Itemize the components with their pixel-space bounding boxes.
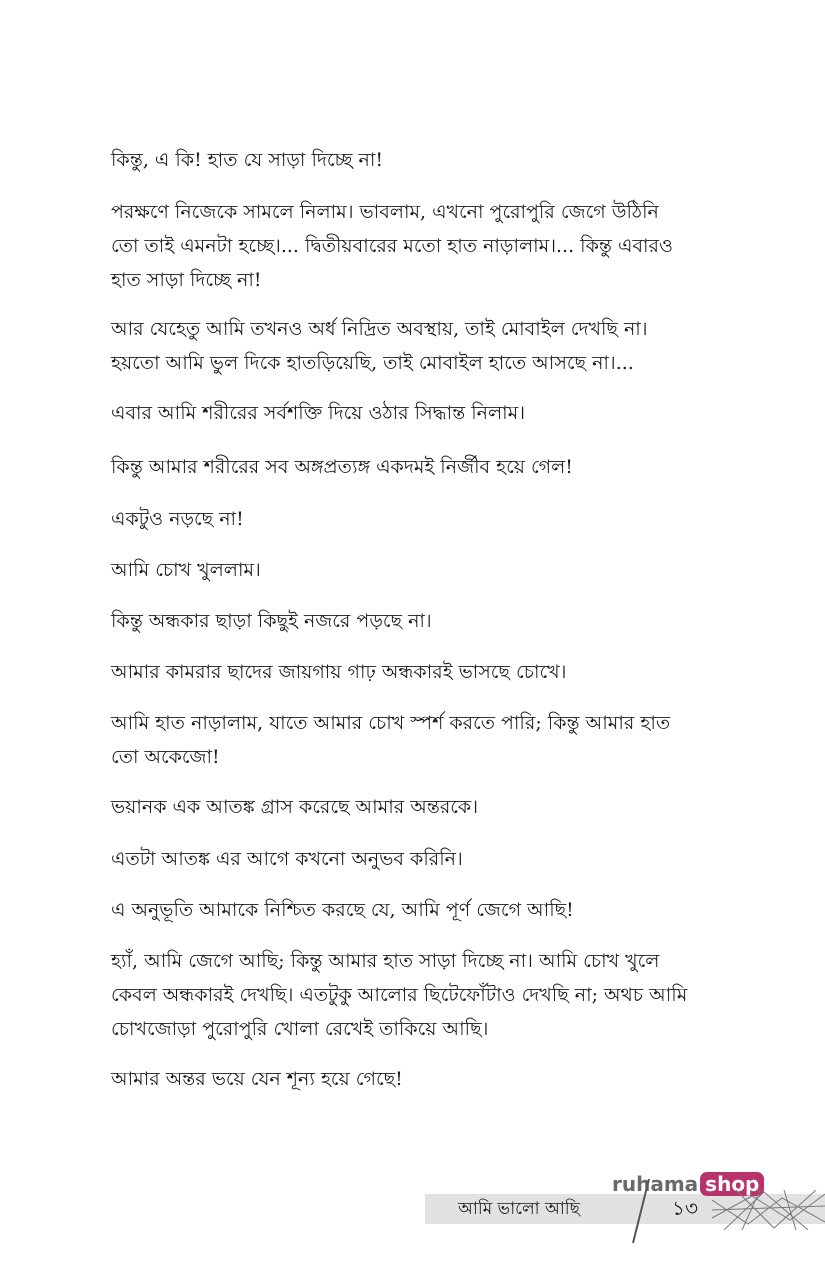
paragraph (111, 396, 716, 430)
paragraph (111, 655, 716, 689)
paragraph (111, 553, 716, 587)
text-line: এতটা আতঙ্ক এর আগে কখনো অনুভব করিনি। (111, 848, 463, 870)
logo-brand-text: ruhama (612, 1172, 699, 1196)
paragraph (111, 143, 716, 177)
geometric-pattern-icon (712, 1190, 825, 1230)
text-line: কিন্তু অন্ধকার ছাড়া কিছুই নজরে পড়ছে না। (111, 610, 432, 632)
logo-shop-badge: shop (700, 1172, 764, 1196)
text-line: হয়তো আমি ভুল দিকে হাতড়িয়েছি, তাই মোবাইল হাতে আসছে না।... (111, 352, 634, 374)
paragraph (111, 502, 716, 536)
book-title: আমি ভালো আছি (458, 1199, 580, 1219)
paragraph (111, 842, 716, 876)
text-line: এবার আমি শরীরের সর্বশক্তি দিয়ে ওঠার সিদ্ধান্ত নিলাম। (111, 402, 525, 424)
text-line: এ অনুভূতি আমাকে নিশ্চিত করছে যে, আমি পূর্ণ জেগে আছি! (111, 899, 574, 921)
text-line: ভয়ানক এক আতঙ্ক গ্রাস করেছে আমার অন্তরকে। (111, 796, 478, 818)
text-line: কেবল অন্ধকারই দেখছি। এতটুকু আলোর ছিটেফোঁটাও দেখছি না; অথচ আমি (111, 984, 688, 1006)
text-line: চোখজোড়া পুরোপুরি খোলা রেখেই তাকিয়ে আছি। (111, 1018, 489, 1040)
text-line: আমার কামরার ছাদের জায়গায় গাঢ় অন্ধকারই ভাসছে চোখে। (111, 661, 567, 683)
paragraph (111, 195, 716, 297)
page-number: ১৩ (672, 1196, 698, 1220)
text-line: কিন্তু, এ কি! হাত যে সাড়া দিচ্ছে না! (111, 149, 384, 171)
paragraph (111, 604, 716, 638)
paragraph (111, 450, 716, 484)
text-line: আমি হাত নাড়ালাম, যাতে আমার চোখ স্পর্শ করতে পারি; কিন্তু আমার হাত (111, 712, 671, 734)
text-line: পরক্ষণে নিজেকে সামলে নিলাম। ভাবলাম, এখনো পুরোপুরি জেগে উঠিনি (111, 201, 659, 223)
paragraph (111, 706, 716, 774)
paragraph (111, 790, 716, 824)
text-line: একটুও নড়ছে না! (111, 508, 244, 530)
paragraph (111, 893, 716, 927)
text-line: হ্যাঁ, আমি জেগে আছি; কিন্তু আমার হাত সাড়া দিচ্ছে না। আমি চোখ খুলে (111, 950, 660, 972)
paragraph (111, 312, 716, 380)
paragraph (111, 944, 716, 1046)
text-line: তো তাই এমনটা হচ্ছে।... দ্বিতীয়বারের মতো হাত নাড়ালাম।... কিন্তু এবারও (111, 235, 673, 257)
paragraph (111, 1062, 716, 1096)
text-line: কিন্তু আমার শরীরের সব অঙ্গপ্রত্যঙ্গ একদমই নির্জীব হয়ে গেল! (111, 456, 573, 478)
text-line: তো অকেজো! (111, 746, 220, 768)
text-line: আমি চোখ খুললাম। (111, 559, 261, 581)
text-line: হাত সাড়া দিচ্ছে না! (111, 269, 262, 291)
page-footer (0, 1150, 825, 1275)
text-line: আমার অন্তর ভয়ে যেন শূন্য হয়ে গেছে! (111, 1068, 403, 1090)
text-line: আর যেহেতু আমি তখনও অর্ধ নিদ্রিত অবস্থায়, তাই মোবাইল দেখছি না। (111, 318, 648, 340)
